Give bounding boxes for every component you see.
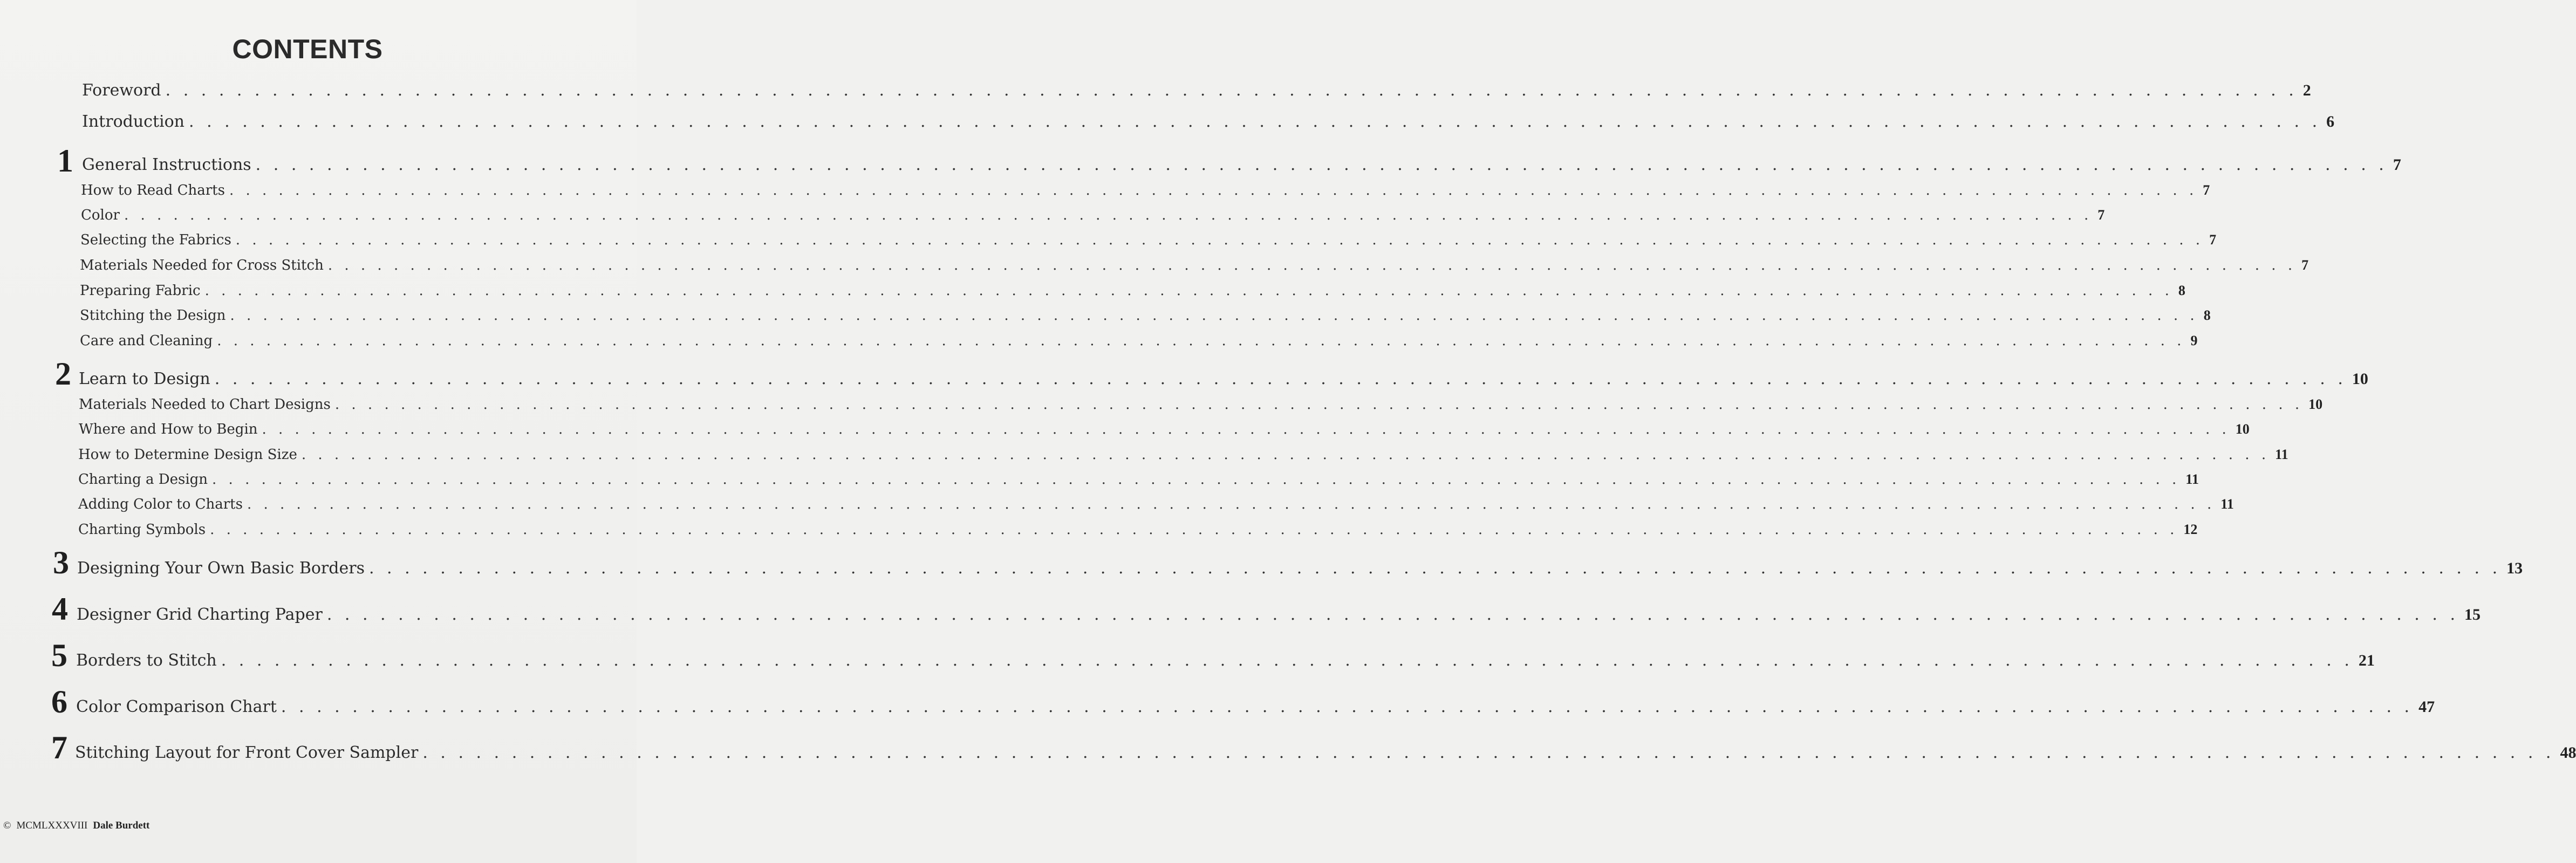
toc-page-number: 10	[2308, 396, 2323, 412]
author-name: Dale Burdett	[93, 820, 150, 831]
chapter-number: 7	[51, 730, 67, 765]
dot-leader: . . . . . . . . . . . . . . . . . . . . . . . . . . . . . . . . . . . . . . . . . . . . . . . . . . . . . . . . . . . . . . . . . . . . . . . . . . . . . . . . . . . . . . . . . . . . . . . . . . . . . . . . . . . . . . . . . . . . . . . .	[210, 522, 2178, 538]
chapter-number: 3	[53, 545, 69, 580]
dot-leader: . . . . . . . . . . . . . . . . . . . . . . . . . . . . . . . . . . . . . . . . . . . . . . . . . . . . . . . . . . . . . . . . . . . . . . . . . . . . . . . . . . . . . . . . . . . . . . . . . . . . . . . . . . . . . . . . . . . . . . . .	[235, 232, 2204, 248]
toc-page-number: 6	[2326, 113, 2335, 131]
dot-leader: . . . . . . . . . . . . . . . . . . . . . . . . . . . . . . . . . . . . . . . . . . . . . . . . . . . . . . . . . . . . . . . . . . . . . . . . . . . . . . . . . . . . . . . . . . . . . . . . . . . . . . . . . . . . . . . . . . . . . . . .	[422, 743, 2555, 762]
dot-leader: . . . . . . . . . . . . . . . . . . . . . . . . . . . . . . . . . . . . . . . . . . . . . . . . . . . . . . . . . . . . . . . . . . . . . . . . . . . . . . . . . . . . . . . . . . . . . . . . . . . . . . . . . . . . . . . . . . . . . . . .	[334, 396, 2304, 413]
toc-chapter-row	[76, 697, 2435, 716]
toc-entry-label: Borders to Stitch	[76, 651, 217, 670]
toc-page-number: 11	[2185, 471, 2199, 487]
dot-leader: . . . . . . . . . . . . . . . . . . . . . . . . . . . . . . . . . . . . . . . . . . . . . . . . . . . . . . . . . . . . . . . . . . . . . . . . . . . . . . . . . . . . . . . . . . . . . . . . . . . . . . . . . . . . . . . . . . . . . . . .	[255, 155, 2388, 174]
toc-page-number: 7	[2203, 182, 2210, 198]
toc-entry-label: Stitching the Design	[80, 307, 226, 324]
toc-page-number: 9	[2190, 333, 2198, 348]
toc-page-number: 8	[2178, 283, 2185, 298]
toc-page-number: 12	[2183, 522, 2198, 537]
toc-page-number: 10	[2352, 370, 2368, 388]
toc-row	[80, 257, 2309, 273]
toc-entry-label: How to Determine Design Size	[78, 447, 297, 463]
toc-row	[80, 333, 2198, 349]
toc-entry-label: Designer Grid Charting Paper	[77, 605, 323, 624]
toc-entry-label: Charting a Design	[78, 471, 208, 488]
toc-row	[78, 471, 2199, 488]
toc-entry-label: Stitching Layout for Front Cover Sampler	[75, 743, 419, 762]
toc-page-number: 11	[2275, 447, 2288, 462]
toc-row	[78, 447, 2288, 463]
toc-entry-label: General Instructions	[82, 155, 251, 174]
toc-entry-label: How to Read Charts	[81, 182, 225, 198]
toc-page-number: 7	[2393, 156, 2401, 174]
toc-row	[80, 232, 2217, 248]
dot-leader: . . . . . . . . . . . . . . . . . . . . . . . . . . . . . . . . . . . . . . . . . . . . . . . . . . . . . . . . . . . . . . . . . . . . . . . . . . . . . . . . . . . . . . . . . . . . . . . . . . . . . . . . . . . . . . . . . . . . . . . .	[217, 333, 2185, 349]
toc-chapter-row	[82, 155, 2401, 174]
toc-page-number: 7	[2301, 257, 2309, 273]
toc-chapter-row	[75, 743, 2576, 762]
toc-row	[81, 207, 2105, 223]
toc-entry-label: Charting Symbols	[78, 522, 206, 538]
toc-entry-label: Color Comparison Chart	[76, 697, 277, 716]
dot-leader: . . . . . . . . . . . . . . . . . . . . . . . . . . . . . . . . . . . . . . . . . . . . . . . . . . . . . . . . . . . . . . . . . . . . . . . . . . . . . . . . . . . . . . . . . . . . . . . . . . . . . . . . . . . . . . . . . . . . . . . .	[212, 471, 2181, 488]
toc-page-number: 13	[2506, 559, 2523, 577]
toc-chapter-row	[77, 559, 2523, 578]
dot-leader: . . . . . . . . . . . . . . . . . . . . . . . . . . . . . . . . . . . . . . . . . . . . . . . . . . . . . . . . . . . . . . . . . . . . . . . . . . . . . . . . . . . . . . . . . . . . . . . . . . . . . . . . . . . . . . . . . . . . . . . .	[281, 697, 2414, 716]
toc-chapter-row	[76, 651, 2375, 670]
toc-entry-label: Selecting the Fabrics	[80, 232, 231, 248]
toc-row	[78, 522, 2198, 538]
chapter-number: 1	[57, 143, 73, 179]
toc-row	[78, 496, 2234, 512]
toc-row	[79, 396, 2323, 413]
toc-chapter-row	[79, 369, 2368, 388]
toc-page-number: 7	[2097, 207, 2105, 223]
copyright-symbol: ©	[3, 820, 11, 831]
toc-row	[82, 112, 2335, 131]
toc-entry-label: Color	[81, 207, 120, 223]
chapter-number: 4	[52, 591, 68, 627]
toc-page-number: 48	[2560, 744, 2576, 762]
toc-page-number: 8	[2203, 307, 2211, 323]
dot-leader: . . . . . . . . . . . . . . . . . . . . . . . . . . . . . . . . . . . . . . . . . . . . . . . . . . . . . . . . . . . . . . . . . . . . . . . . . . . . . . . . . . . . . . . . . . . . . . . . . . . . . . . . . . . . . . . . . . . . . . . .	[262, 421, 2230, 437]
toc-entry-label: Adding Color to Charts	[78, 496, 243, 512]
dot-leader: . . . . . . . . . . . . . . . . . . . . . . . . . . . . . . . . . . . . . . . . . . . . . . . . . . . . . . . . . . . . . . . . . . . . . . . . . . . . . . . . . . . . . . . . . . . . . . . . . . . . . . . . . . . . . . . . . . . . . . . .	[124, 207, 2093, 223]
toc-entry-label: Materials Needed for Cross Stitch	[80, 257, 324, 273]
toc-entry-label: Foreword	[82, 81, 161, 100]
chapter-number: 2	[55, 356, 71, 392]
dot-leader: . . . . . . . . . . . . . . . . . . . . . . . . . . . . . . . . . . . . . . . . . . . . . . . . . . . . . . . . . . . . . . . . . . . . . . . . . . . . . . . . . . . . . . . . . . . . . . . . . . . . . . . . . . . . . . . . . . . . . . . .	[230, 307, 2198, 324]
toc-entry-label: Materials Needed to Chart Designs	[79, 396, 331, 413]
dot-leader: . . . . . . . . . . . . . . . . . . . . . . . . . . . . . . . . . . . . . . . . . . . . . . . . . . . . . . . . . . . . . . . . . . . . . . . . . . . . . . . . . . . . . . . . . . . . . . . . . . . . . . . . . . . . . . . . . . . . . . . .	[214, 369, 2347, 388]
toc-entry-label: Care and Cleaning	[80, 333, 213, 349]
toc-row	[82, 81, 2311, 100]
dot-leader: . . . . . . . . . . . . . . . . . . . . . . . . . . . . . . . . . . . . . . . . . . . . . . . . . . . . . . . . . . . . . . . . . . . . . . . . . . . . . . . . . . . . . . . . . . . . . . . . . . . . . . . . . . . . . . . . . . . . . . . .	[221, 651, 2353, 670]
dot-leader: . . . . . . . . . . . . . . . . . . . . . . . . . . . . . . . . . . . . . . . . . . . . . . . . . . . . . . . . . . . . . . . . . . . . . . . . . . . . . . . . . . . . . . . . . . . . . . . . . . . . . . . . . . . . . . . . . . . . . . . .	[189, 112, 2321, 131]
toc-row	[80, 283, 2185, 299]
toc-page-number: 21	[2358, 652, 2375, 669]
toc-page-number: 7	[2209, 232, 2217, 248]
copyright-year: MCMLXXXVIII	[16, 820, 88, 831]
toc-page-number: 10	[2235, 421, 2250, 437]
dot-leader: . . . . . . . . . . . . . . . . . . . . . . . . . . . . . . . . . . . . . . . . . . . . . . . . . . . . . . . . . . . . . . . . . . . . . . . . . . . . . . . . . . . . . . . . . . . . . . . . . . . . . . . . . . . . . . . . . . . . . . . .	[165, 81, 2298, 100]
toc-row	[80, 307, 2211, 324]
dot-leader: . . . . . . . . . . . . . . . . . . . . . . . . . . . . . . . . . . . . . . . . . . . . . . . . . . . . . . . . . . . . . . . . . . . . . . . . . . . . . . . . . . . . . . . . . . . . . . . . . . . . . . . . . . . . . . . . . . . . . . . .	[326, 605, 2459, 624]
dot-leader: . . . . . . . . . . . . . . . . . . . . . . . . . . . . . . . . . . . . . . . . . . . . . . . . . . . . . . . . . . . . . . . . . . . . . . . . . . . . . . . . . . . . . . . . . . . . . . . . . . . . . . . . . . . . . . . . . . . . . . . .	[327, 257, 2297, 273]
toc-row	[81, 182, 2210, 198]
toc-page-number: 47	[2418, 698, 2435, 716]
chapter-number: 6	[51, 684, 67, 720]
dot-leader: . . . . . . . . . . . . . . . . . . . . . . . . . . . . . . . . . . . . . . . . . . . . . . . . . . . . . . . . . . . . . . . . . . . . . . . . . . . . . . . . . . . . . . . . . . . . . . . . . . . . . . . . . . . . . . . . . . . . . . . .	[229, 182, 2198, 198]
toc-page-number: 11	[2220, 496, 2234, 512]
page-title: CONTENTS	[232, 34, 383, 64]
toc-entry-label: Learn to Design	[79, 369, 210, 388]
chapter-number: 5	[51, 638, 67, 673]
toc-entry-label: Where and How to Begin	[79, 421, 258, 437]
dot-leader: . . . . . . . . . . . . . . . . . . . . . . . . . . . . . . . . . . . . . . . . . . . . . . . . . . . . . . . . . . . . . . . . . . . . . . . . . . . . . . . . . . . . . . . . . . . . . . . . . . . . . . . . . . . . . . . . . . . . . . . .	[247, 496, 2216, 512]
toc-entry-label: Introduction	[82, 112, 185, 131]
toc-row	[79, 421, 2250, 437]
toc-page-number: 2	[2302, 81, 2311, 99]
dot-leader: . . . . . . . . . . . . . . . . . . . . . . . . . . . . . . . . . . . . . . . . . . . . . . . . . . . . . . . . . . . . . . . . . . . . . . . . . . . . . . . . . . . . . . . . . . . . . . . . . . . . . . . . . . . . . . . . . . . . . . . .	[301, 447, 2270, 463]
dot-leader: . . . . . . . . . . . . . . . . . . . . . . . . . . . . . . . . . . . . . . . . . . . . . . . . . . . . . . . . . . . . . . . . . . . . . . . . . . . . . . . . . . . . . . . . . . . . . . . . . . . . . . . . . . . . . . . . . . . . . . . .	[368, 559, 2502, 578]
dot-leader: . . . . . . . . . . . . . . . . . . . . . . . . . . . . . . . . . . . . . . . . . . . . . . . . . . . . . . . . . . . . . . . . . . . . . . . . . . . . . . . . . . . . . . . . . . . . . . . . . . . . . . . . . . . . . . . . . . . . . . . .	[204, 283, 2173, 299]
toc-chapter-row	[77, 605, 2481, 624]
footer-credit	[3, 820, 149, 832]
toc-page-number: 15	[2464, 606, 2481, 624]
toc-entry-label: Designing Your Own Basic Borders	[77, 559, 365, 578]
toc-entry-label: Preparing Fabric	[80, 283, 201, 299]
